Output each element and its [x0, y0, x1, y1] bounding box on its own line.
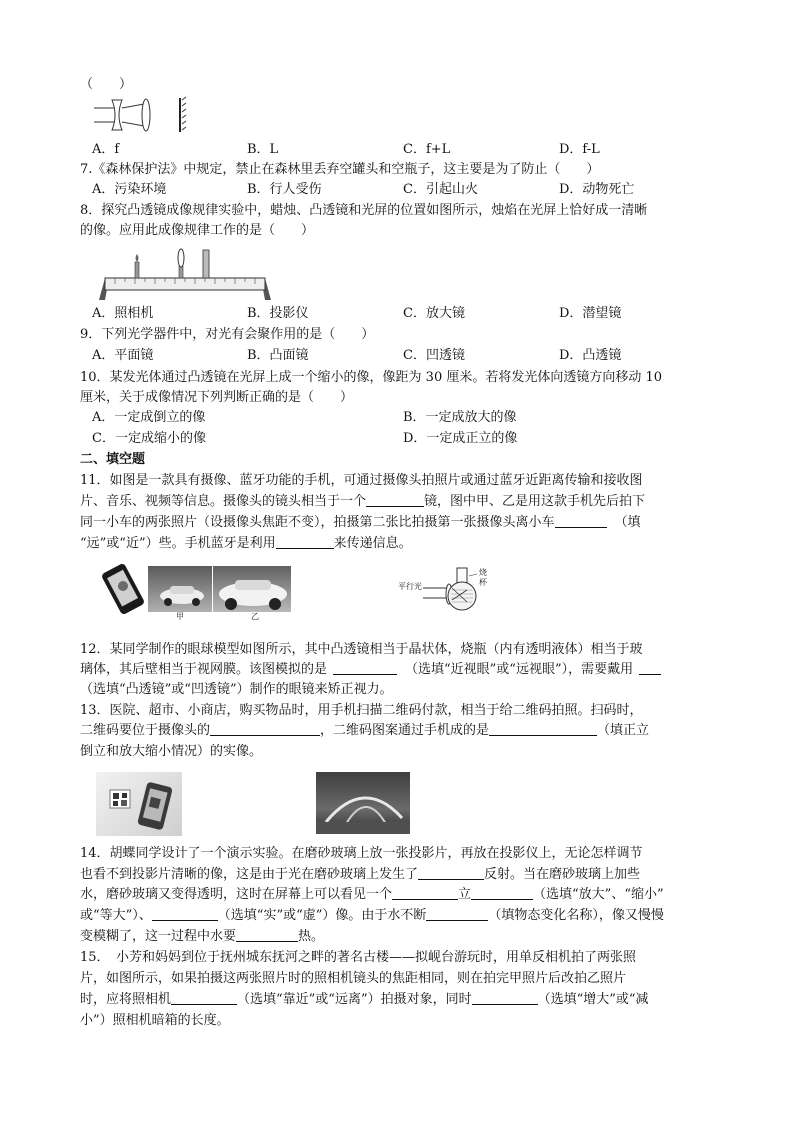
q11-blank-1[interactable] — [366, 493, 424, 507]
q14-line1: 14．胡蝶同学设计了一个演示实验。在磨砂玻璃上放一张投影片，再放在投影仪上，无论怎样调节 — [80, 846, 643, 861]
car-photo-jia — [148, 566, 212, 612]
q11-line4-b: 来传递信息。 — [333, 536, 412, 551]
q11-line3-a: 同一小车的两张照片（设摄像头焦距不变），拍摄第二张比拍摄第一张摄像头离小车 — [80, 515, 555, 530]
q15-line1: 15． 小芳和妈妈到位于抚州城东抚河之畔的著名古楼——拟岘台游玩时，用单反相机拍了两张照 — [80, 950, 637, 965]
q11-blank-3[interactable] — [276, 535, 334, 549]
q6-option-d: D．f-L — [559, 142, 600, 157]
q9-option-a: A．平面镜 — [92, 348, 154, 363]
q15-line4: 小”）照相机暗箱的长度。 — [80, 1013, 230, 1028]
q9-option-b: B．凸面镜 — [247, 348, 309, 363]
q6-option-c: C．f+L — [403, 142, 451, 157]
label-flask-1: 烧 — [479, 568, 487, 577]
q11-line1: 11．如图是一款具有摄像、蓝牙功能的手机，可通过摄像头拍照片或通过蓝牙近距离传输和接收图 — [80, 473, 643, 488]
q11-line2-a: 片、音乐、视频等信息。摄像头的镜头相当于一个 — [80, 494, 367, 509]
q14-line5-b: 热。 — [298, 929, 325, 944]
q14-blank-2[interactable] — [392, 886, 458, 900]
q14-blank-5[interactable] — [426, 907, 488, 921]
q13-line2-c: （填正立 — [597, 723, 650, 738]
q12-line2-a: 璃体，其后壁相当于视网膜。该图模拟的是 — [80, 662, 328, 677]
q6-option-a: A．f — [92, 142, 120, 157]
q13-blank-2[interactable] — [489, 722, 597, 736]
q7-stem: 7.《森林保护法》中规定，禁止在森林里丢弃空罐头和空瓶子，这主要是为了防止（ ） — [80, 162, 600, 177]
q14-blank-6[interactable] — [236, 928, 298, 942]
q13-blank-1[interactable] — [210, 722, 320, 736]
q10-stem-line2: 厘米，关于成像情况下列判断正确的是（ ） — [80, 390, 354, 405]
q8-option-c: C．放大镜 — [403, 306, 465, 321]
q14-line4-b: （选填“实”或“虚”）像。由于水不断 — [217, 908, 427, 923]
q8-option-d: D．潜望镜 — [559, 306, 622, 321]
q14-line2-b: 反射。当在磨砂玻璃上加些 — [484, 867, 641, 882]
label-jia: 甲 — [176, 612, 184, 621]
q14-line3-c: （选填“放大”、“缩小” — [533, 887, 664, 902]
q13-line3: 倒立和放大缩小情况）的实像。 — [80, 744, 263, 759]
q10-option-d: D．一定成正立的像 — [403, 431, 518, 446]
q15-line2: 片，如图所示，如果拍摄这两张照片时的照相机镜头的焦距相同，则在拍完甲照片后改拍乙照片 — [80, 971, 627, 986]
q12-line2-b: （选填“近视眼”或“远视眼”），需要戴用 — [405, 662, 634, 677]
q6-bracket: （ ） — [80, 77, 133, 92]
q14-line4-c: （填物态变化名称），像又慢慢 — [488, 908, 664, 923]
q10-option-b: B．一定成放大的像 — [403, 410, 517, 425]
q10-option-c: C．一定成缩小的像 — [92, 431, 206, 446]
q15-line3-b: （选填“靠近”或“远离”）拍摄对象，同时 — [237, 992, 472, 1007]
q8-option-a: A．照相机 — [92, 306, 154, 321]
q15-line3-c: （选填“增大”或“减 — [537, 992, 649, 1007]
q9-option-d: D．凸透镜 — [559, 348, 622, 363]
q14-blank-4[interactable] — [152, 907, 218, 921]
q14-line3-a: 水，磨砂玻璃又变得透明，这时在屏幕上可以看见一个 — [80, 887, 393, 902]
section-title: 二、填空题 — [80, 452, 146, 467]
q14-line5-a: 变模糊了，这一过程中水要 — [80, 929, 237, 944]
q6-optics-diagram — [92, 94, 192, 136]
q9-stem: 9．下列光学器件中，对光有会聚作用的是（ ） — [80, 327, 375, 342]
tower-photo — [316, 772, 410, 834]
q14-line2-a: 也看不到投影片清晰的像，这是由于光在磨砂玻璃上发生了 — [80, 867, 419, 882]
q11-line2-b: 镜，图中甲、乙是用这款手机先后拍下 — [424, 494, 646, 509]
q14-line3-b: 立 — [458, 887, 472, 902]
q15-blank-2[interactable] — [472, 991, 538, 1005]
q12-blank-1[interactable] — [333, 661, 397, 675]
q13-line1: 13．医院、超市、小商店，购买物品时，用手机扫描二维码付款，相当于给二维码拍照。扫码时， — [80, 703, 643, 718]
q10-option-a: A．一定成倒立的像 — [92, 410, 206, 425]
label-flask-2: 杯 — [479, 578, 487, 587]
q14-blank-3[interactable] — [471, 886, 533, 900]
q12-line3: （选填“凸透镜”或“凹透镜”）制作的眼镜来矫正视力。 — [80, 682, 393, 697]
label-yi: 乙 — [251, 612, 259, 621]
qr-scan-photo — [96, 772, 182, 836]
q10-stem-line1: 10．某发光体通过凸透镜在光屏上成一个缩小的像，像距为 30 厘米。若将发光体向透镜方向移动 10 — [80, 370, 663, 385]
q12-blank-2[interactable] — [639, 661, 661, 675]
q14-blank-1[interactable] — [418, 866, 484, 880]
phone-photo — [96, 564, 148, 614]
q12-line1: 12．某同学制作的眼球模型如图所示，其中凸透镜相当于晶状体，烧瓶（内有透明液体）相当于玻 — [80, 642, 643, 657]
q8-stem-line1: 8．探究凸透镜成像规律实验中，蜡烛、凸透镜和光屏的位置如图所示，烛焰在光屏上恰好成一清晰 — [80, 203, 648, 218]
label-parallel-light: 平行光 — [398, 582, 422, 591]
q14-line4-a: 或“等大”）、 — [80, 908, 152, 923]
q13-line2-b: ，二维码图案通过手机成的是 — [320, 723, 490, 738]
q13-line2-a: 二维码要位于摄像头的 — [80, 723, 211, 738]
q8-option-b: B．投影仪 — [247, 306, 309, 321]
q7-option-a: A．污染环境 — [92, 182, 167, 197]
q7-option-b: B．行人受伤 — [247, 182, 322, 197]
q6-option-b: B．L — [247, 142, 279, 157]
q15-line3-a: 时，应将照相机 — [80, 992, 172, 1007]
q7-option-c: C．引起山火 — [403, 182, 478, 197]
q15-blank-1[interactable] — [171, 991, 237, 1005]
q11-line4-a: “远”或“近”）些。手机蓝牙是利用 — [80, 536, 276, 551]
q9-option-c: C．凹透镜 — [403, 348, 465, 363]
q7-option-d: D．动物死亡 — [559, 182, 635, 197]
q11-line3-b: （填 — [614, 515, 641, 530]
q8-optical-bench-diagram — [95, 244, 275, 302]
car-photo-yi — [213, 566, 291, 612]
q11-blank-2[interactable] — [555, 514, 607, 528]
q8-stem-line2: 的像。应用此成像规律工作的是（ ） — [80, 223, 315, 238]
